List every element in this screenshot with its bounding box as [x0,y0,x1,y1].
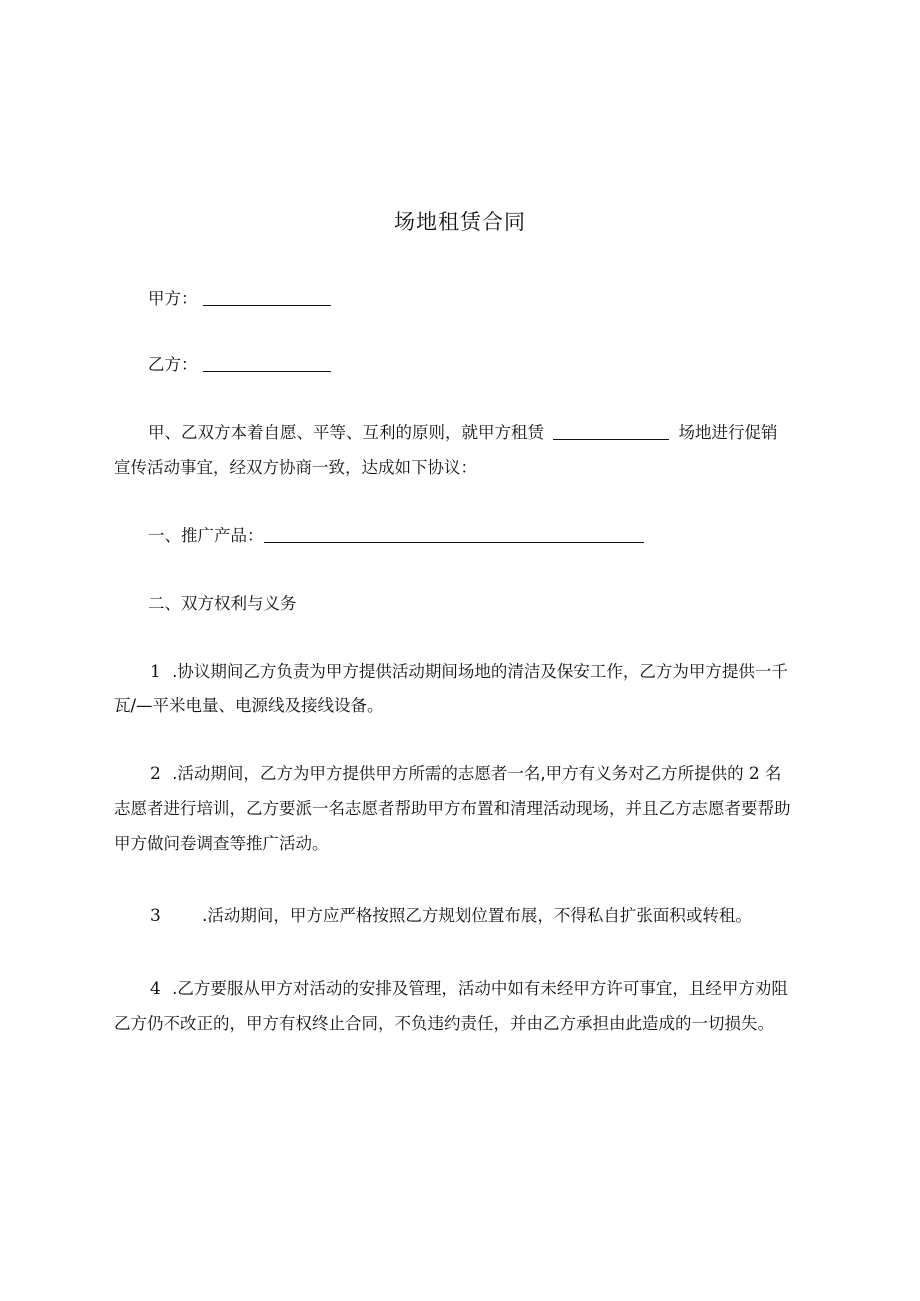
party-a-line [148,287,331,311]
clause-4-number: 4 [150,979,161,999]
clause-4-line-1 [150,977,788,1001]
party-a-label: 甲方： [148,289,198,308]
clause-2-number: 2 [150,764,161,784]
clause-1-text: .协议期间乙方负责为甲方提供活动期间场地的清洁及保安工作，乙方为甲方提供一千 [172,662,788,681]
venue-blank [553,423,669,440]
clause-2-line-3: 甲方做问卷调查等推广活动。 [114,834,329,853]
clause-2-line-2: 志愿者进行培训，乙方要派一名志愿者帮助甲方布置和清理活动现场，并且乙方志愿者要帮助 [114,799,791,818]
intro-text-b: 场地进行促销 [678,423,778,442]
clause-3-text: .活动期间，甲方应严格按照乙方规划位置布展，不得私自扩张面积或转租。 [202,906,752,925]
party-b-blank [203,355,331,372]
clause-3-number: 3 [150,906,161,926]
clause-4-text: .乙方要服从甲方对活动的安排及管理，活动中如有未经甲方许可事宜，且经甲方劝阻 [172,979,788,998]
clause-1-number: 1 [150,662,161,682]
clause-4-line-2: 乙方仍不改正的，甲方有权终止合同，不负违约责任，并由乙方承担由此造成的一切损失。 [114,1014,774,1033]
product-blank [264,526,644,543]
page-title: 场地租赁合同 [394,210,526,234]
clause-2-count: 2 [748,764,760,784]
clause-2-line-1 [150,762,781,786]
section-1-line [148,524,644,548]
clause-2-text-b: 名 [764,764,782,783]
clause-3-line-1 [150,904,752,928]
party-b-label: 乙方： [148,355,198,374]
section-2-heading: 二、双方权利与义务 [148,594,297,613]
intro-text-a: 甲、乙双方本着自愿、平等、互利的原则，就甲方租赁 [148,423,544,442]
intro-line-2: 宣传活动事宜，经双方协商一致，达成如下协议： [114,458,477,477]
section-1-label: 一、推广产品： [148,526,264,545]
clause-1-line-1 [150,660,788,684]
clause-2-text-a: .活动期间，乙方为甲方提供甲方所需的志愿者一名,甲方有义务对乙方所提供的 [172,764,744,783]
party-a-blank [203,289,331,306]
intro-line-1 [148,421,778,445]
clause-1-line-2: 瓦/—平米电量、电源线及接线设备。 [114,696,384,715]
party-b-line [148,353,331,377]
